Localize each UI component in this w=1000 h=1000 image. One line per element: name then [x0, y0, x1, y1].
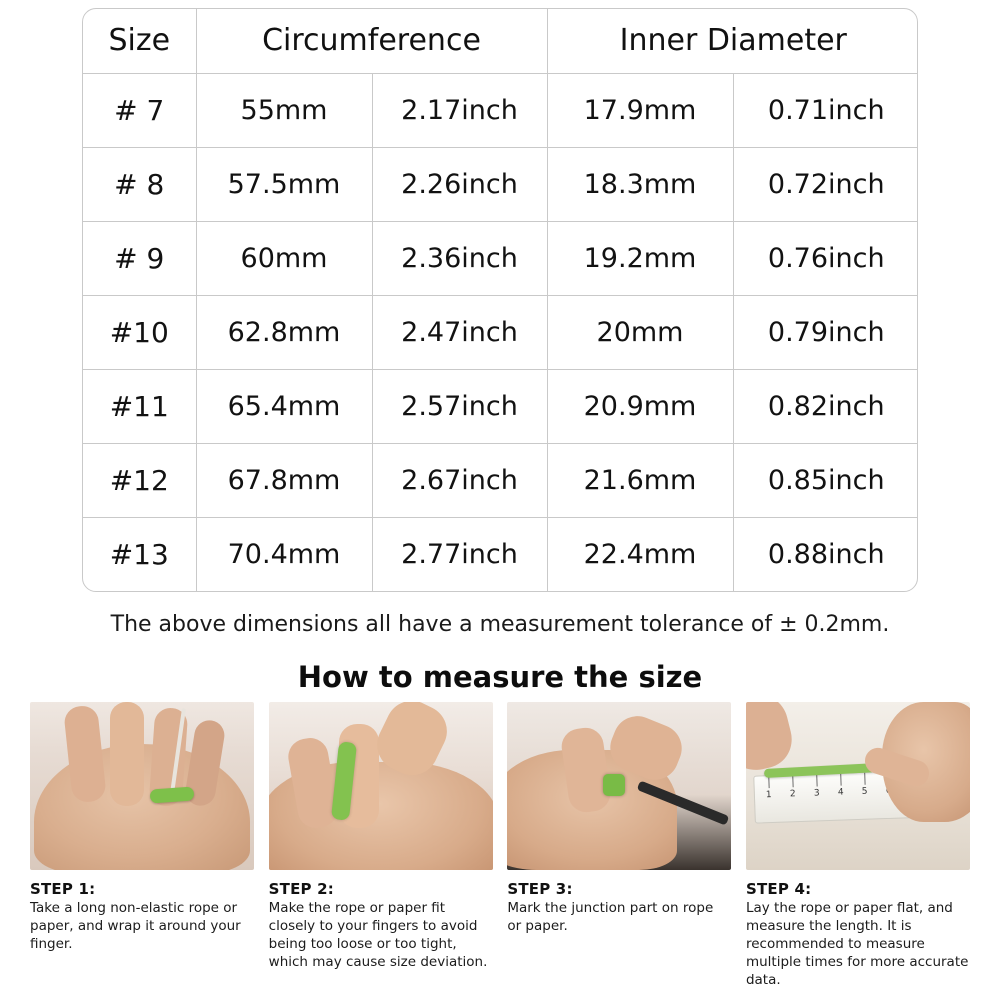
table-row: [83, 443, 918, 517]
ruler-number: 5: [861, 786, 868, 797]
cell-diameter-mm: 22.4mm: [547, 517, 733, 591]
cell-diameter-inch: 0.79inch: [733, 295, 918, 369]
cell-circumference-mm: 65.4mm: [196, 369, 372, 443]
ring-size-table: [83, 9, 918, 591]
cell-circumference-inch: 2.47inch: [372, 295, 547, 369]
ruler-number: 4: [837, 787, 844, 798]
step-3: [507, 702, 731, 990]
cell-size: # 9: [83, 221, 196, 295]
step-2: [269, 702, 493, 990]
measure-steps: [30, 702, 970, 990]
table-row: [83, 517, 918, 591]
step-3-photo: [507, 702, 731, 870]
step-4-photo: [746, 702, 970, 870]
step-4-text: Lay the rope or paper flat, and measure the length. It is recommended to measure multiple times for more accurate data.: [745, 900, 969, 988]
step-1: [30, 702, 254, 990]
cell-diameter-inch: 0.72inch: [733, 147, 918, 221]
step-4-label: STEP 4:: [745, 880, 812, 898]
cell-diameter-mm: 20.9mm: [547, 369, 733, 443]
cell-circumference-mm: 55mm: [196, 73, 372, 147]
cell-circumference-mm: 60mm: [196, 221, 372, 295]
step-1-label: STEP 1:: [30, 880, 96, 898]
table-header-row: [83, 9, 918, 73]
cell-size: # 8: [83, 147, 196, 221]
step-2-label: STEP 2:: [268, 880, 334, 898]
cell-diameter-mm: 17.9mm: [547, 73, 733, 147]
step-2-text: Make the rope or paper fit closely to your fingers to avoid being too loose or too tight, which may cause size deviation.: [268, 900, 488, 970]
cell-circumference-inch: 2.77inch: [372, 517, 547, 591]
header-circumference: Circumference: [196, 9, 547, 73]
cell-circumference-mm: 62.8mm: [196, 295, 372, 369]
cell-diameter-inch: 0.85inch: [733, 443, 918, 517]
header-size: Size: [83, 9, 196, 73]
ring-size-table-container: [82, 8, 918, 592]
cell-diameter-mm: 20mm: [547, 295, 733, 369]
cell-diameter-inch: 0.71inch: [733, 73, 918, 147]
cell-size: # 7: [83, 73, 196, 147]
step-1-photo: [30, 702, 254, 870]
cell-diameter-inch: 0.76inch: [733, 221, 918, 295]
table-row: [83, 221, 918, 295]
ruler-number: 1: [765, 790, 772, 801]
cell-circumference-inch: 2.36inch: [372, 221, 547, 295]
ruler-number: 3: [813, 788, 820, 799]
cell-size: #12: [83, 443, 196, 517]
ruler-number: 2: [789, 789, 796, 800]
cell-diameter-mm: 19.2mm: [547, 221, 733, 295]
cell-circumference-inch: 2.67inch: [372, 443, 547, 517]
cell-size: #13: [83, 517, 196, 591]
cell-circumference-mm: 57.5mm: [196, 147, 372, 221]
step-4: [746, 702, 970, 990]
cell-diameter-mm: 18.3mm: [547, 147, 733, 221]
cell-size: #11: [83, 369, 196, 443]
cell-circumference-mm: 67.8mm: [196, 443, 372, 517]
cell-circumference-inch: 2.57inch: [372, 369, 547, 443]
cell-circumference-inch: 2.17inch: [372, 73, 547, 147]
step-2-photo: [269, 702, 493, 870]
table-row: [83, 73, 918, 147]
tolerance-note: The above dimensions all have a measurement tolerance of ± 0.2mm.: [110, 612, 890, 637]
how-to-measure-title: How to measure the size: [297, 660, 703, 694]
step-1-text: Take a long non-elastic rope or paper, and wrap it around your finger.: [30, 900, 241, 952]
cell-diameter-mm: 21.6mm: [547, 443, 733, 517]
cell-circumference-inch: 2.26inch: [372, 147, 547, 221]
table-row: [83, 147, 918, 221]
cell-diameter-inch: 0.82inch: [733, 369, 918, 443]
cell-diameter-inch: 0.88inch: [733, 517, 918, 591]
step-3-text: Mark the junction part on rope or paper.: [507, 900, 714, 934]
cell-size: #10: [83, 295, 196, 369]
step-3-label: STEP 3:: [507, 880, 573, 898]
table-row: [83, 295, 918, 369]
header-inner-diameter: Inner Diameter: [547, 9, 918, 73]
table-row: [83, 369, 918, 443]
cell-circumference-mm: 70.4mm: [196, 517, 372, 591]
